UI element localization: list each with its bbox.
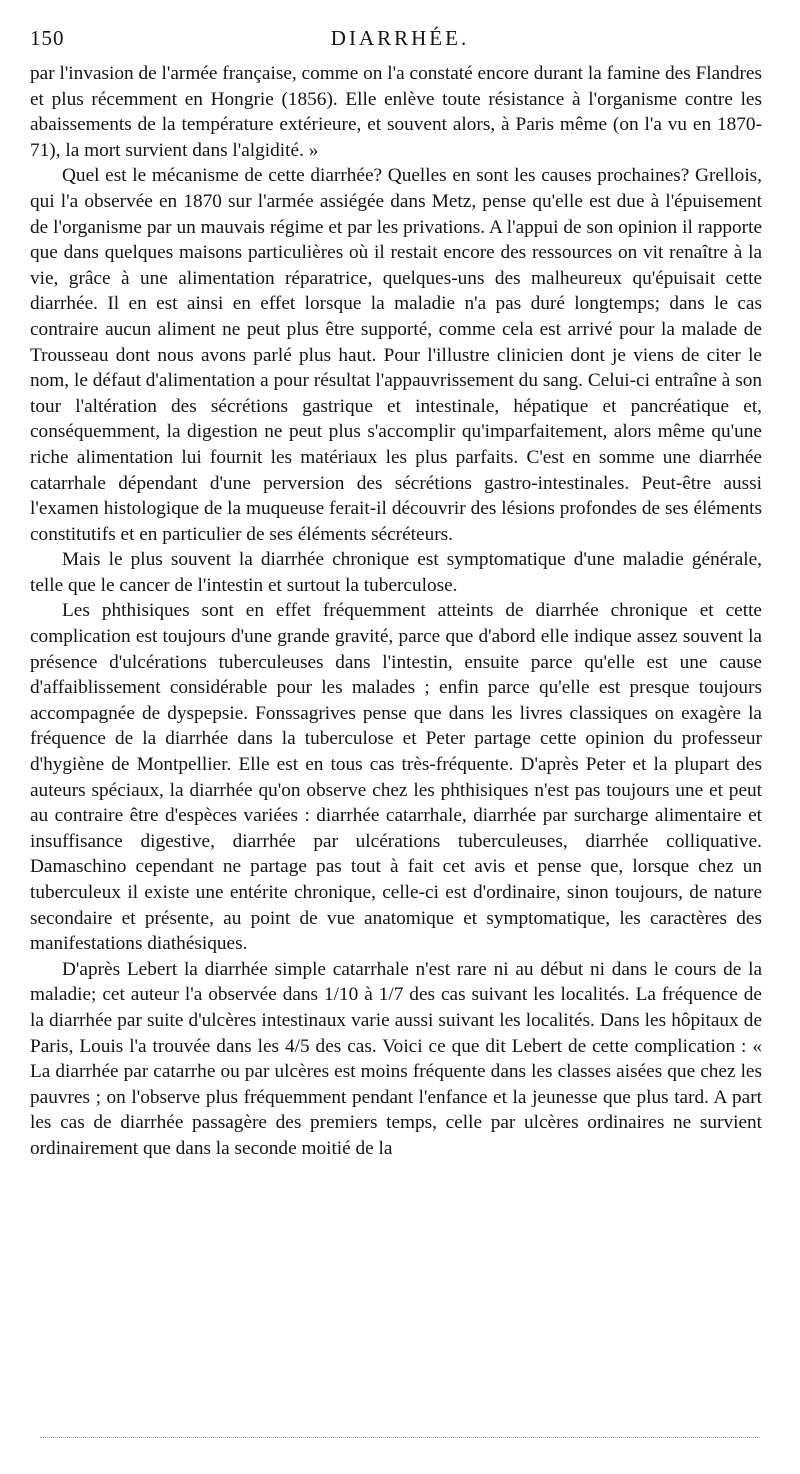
- running-title: DIARRHÉE.: [330, 26, 470, 50]
- footer-divider: [40, 1437, 760, 1438]
- paragraph-mechanism: Quel est le mécanisme de cette diarrhée? Quelles en sont les causes prochaines? Grellois, qui l'a observée en 1870 sur l'armée assiégée dans Metz, pense qu'elle est due à l'épuisement de l'organisme par un mauvais régime et par les privations. A l'appui de son opinion il rapporte que dans quelques maisons particulières où il restait encore des ressources on vit renaître à la vie, grâce à une alimentation réparatrice, quelques-uns des malheureux qu'épuisait cette diarrhée. Il en est ainsi en effet lorsque la maladie n'a pas duré longtemps; dans le cas contraire aucun aliment ne peut plus être supporté, comme cela est arrivé pour la malade de Trousseau dont nous avons parlé plus haut. Pour l'illustre clinicien dont je viens de citer le nom, le défaut d'alimentation a pour résultat l'appauvrissement du sang. Celui-ci entraîne à son tour l'altération des sécrétions gastrique et intestinale, hépatique et pancréatique et, conséquemment, la digestion ne peut plus s'accomplir qu'imparfaitement, alors même qu'une riche alimentation lui fournit les matériaux les plus parfaits. C'est en somme une diarrhée catarrhale dépendant d'une perversion des sécrétions gastro-intestinales. Peut-être aussi l'examen histologique de la muqueuse ferait-il découvrir des lésions profondes de ses éléments constitutifs et en particulier de ses éléments sécréteurs.: [30, 165, 762, 545]
- paragraph-symptomatic: Mais le plus souvent la diarrhée chronique est symptomatique d'une maladie générale, telle que le cancer de l'intestin et surtout la tuberculose.: [30, 549, 762, 596]
- paragraph-phthisiques: Les phthisiques sont en effet fréquemment atteints de diarrhée chronique et cette complication est toujours d'une grande gravité, parce que d'abord elle indique assez souvent la présence d'ulcérations tuberculeuses dans l'intestin, ensuite parce qu'elle est une cause d'affaiblissement considérable pour les malades ; enfin parce qu'elle est presque toujours accompagnée de dyspepsie. Fonssagrives pense que dans les livres classiques on exagère la fréquence de la diarrhée dans la tuberculose et Peter partage cette opinion du professeur d'hygiène de Montpellier. Elle est en tous cas très-fréquente. D'après Peter et la plupart des auteurs spéciaux, la diarrhée qu'on observe chez les phthisiques n'est pas toujours une et peut au contraire être d'espèces variées : diarrhée catarrhale, diarrhée par surcharge alimentaire et insuffisance digestive, diarrhée par ulcérations tuberculeuses, diarrhée colliquative. Damaschino cependant ne partage pas tout à fait cet avis et pense que, lorsque chez un tuberculeux il existe une entérite chronique, celle-ci est d'ordinaire, sinon toujours, de nature secondaire et présente, au point de vue anatomique et symptomatique, les caractères des manifestations diathésiques.: [30, 600, 762, 955]
- page-number: 150: [30, 26, 65, 50]
- body-text: [30, 61, 762, 1162]
- page-header: [30, 26, 770, 60]
- paragraph-lebert: D'après Lebert la diarrhée simple catarrhale n'est rare ni au début ni dans le cours de la maladie; cet auteur l'a observée dans 1/10 à 1/7 des cas suivant les localités. La fréquence de la diarrhée par suite d'ulcères intestinaux varie aussi suivant les localités. Dans les hôpitaux de Paris, Louis l'a trouvée dans les 4/5 des cas. Voici ce que dit Lebert de cette complication : « La diarrhée par catarrhe ou par ulcères est moins fréquente dans les classes aisées que chez les pauvres ; on l'observe plus fréquemment pendant l'enfance et la jeunesse que plus tard. A part les cas de diarrhée passagère des premiers temps, celle par ulcères ordinaires ne survient ordinairement que dans la seconde moitié de la: [30, 958, 762, 1159]
- paragraph-continuation: par l'invasion de l'armée française, comme on l'a constaté encore durant la famine des Flandres et plus récemment en Hongrie (1856). Elle enlève toute résistance à l'organisme contre les abaissements de la température extérieure, et souvent alors, à Paris même (on l'a vu en 1870-71), la mort survient dans l'algidité. »: [30, 63, 762, 161]
